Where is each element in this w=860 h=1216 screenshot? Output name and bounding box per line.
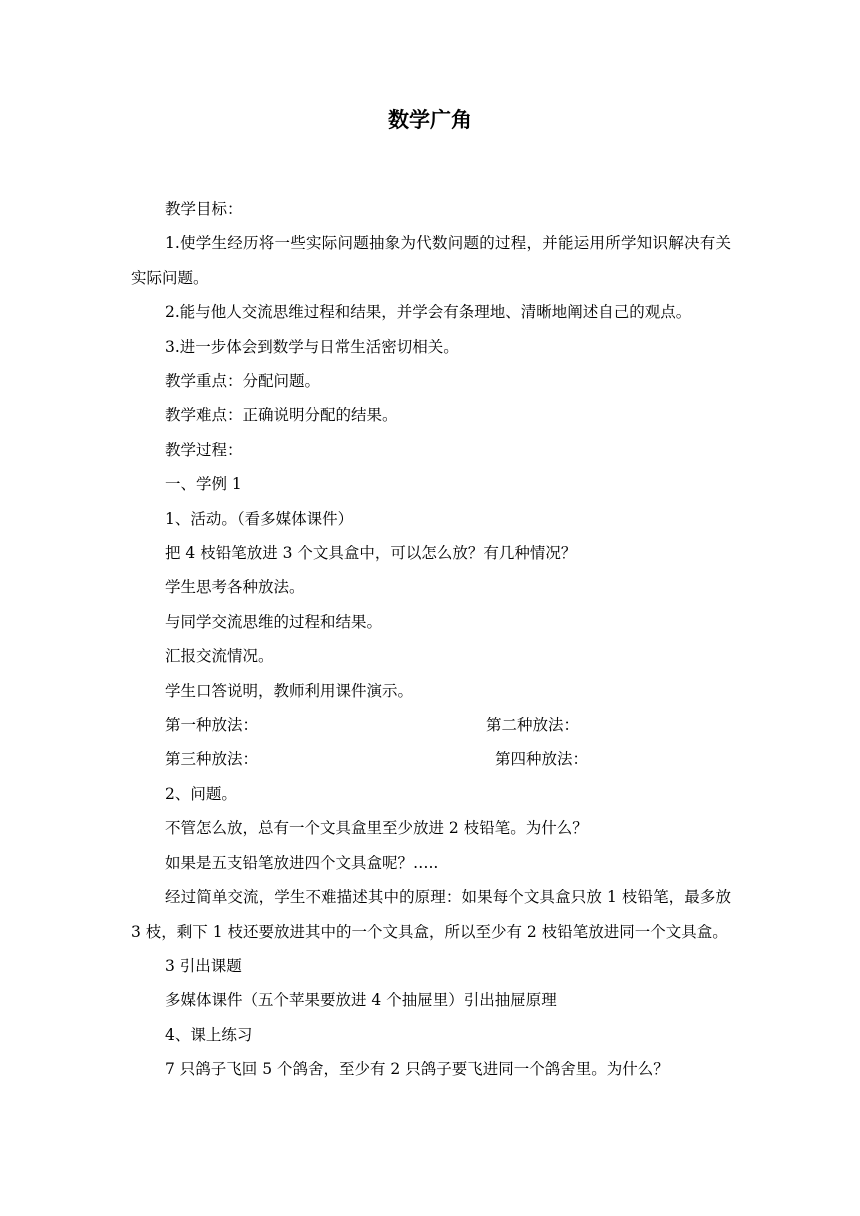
paragraph-activity: 1、活动。（看多媒体课件）: [165, 509, 354, 528]
paragraph-five-pencils: 如果是五支铅笔放进四个文具盒呢？…..: [165, 853, 439, 872]
paragraph-principle-explanation: 经过简单交流，学生不难描述其中的原理：如果每个文具盒只放 1 枝铅笔，最多放 3 枝，剩下 1 枝还要放进其中的一个文具盒，所以至少有 2 枝铅笔放进同一个文具盒。: [131, 888, 731, 941]
paragraph-pigeon-question: 7 只鸽子飞回 5 个鸽舍，至少有 2 只鸽子要飞进同一个鸽舍里。为什么？: [165, 1060, 669, 1079]
paragraph-problem-heading: 2、问题。: [165, 784, 237, 803]
paragraph-objective-3: 3.进一步体会到数学与日常生活密切相关。: [165, 337, 459, 356]
paragraph-question-pencils: 把 4 枝铅笔放进 3 个文具盒中，可以怎么放？有几种情况？: [165, 544, 577, 563]
method-second-label: 第二种放法：: [486, 716, 580, 735]
paragraph-oral-answer: 学生口答说明，教师利用课件演示。: [165, 681, 414, 700]
paragraph-objectives-heading: 教学目标：: [165, 200, 243, 218]
method-first-label: 第一种放法：: [165, 716, 259, 735]
methods-row-2: [131, 742, 731, 776]
method-third-label: 第三种放法：: [165, 750, 259, 769]
paragraph-practice-heading: 4、课上练习: [165, 1025, 253, 1044]
method-fourth-label: 第四种放法：: [495, 750, 589, 769]
paragraph-section-1: 一、学例 1: [165, 475, 242, 494]
paragraph-why-question: 不管怎么放，总有一个文具盒里至少放进 2 枝铅笔。为什么？: [165, 819, 588, 838]
paragraph-objective-1: 1.使学生经历将一些实际问题抽象为代数问题的过程，并能运用所学知识解决有关实际问题。: [131, 234, 731, 287]
document-title: 数学广角: [388, 108, 472, 132]
paragraph-key-point: 教学重点：分配问题。: [165, 372, 321, 391]
paragraph-topic-intro: 3 引出课题: [165, 956, 242, 975]
methods-row-1: [131, 708, 731, 742]
paragraph-student-think: 学生思考各种放法。: [165, 578, 305, 597]
paragraph-process-heading: 教学过程：: [165, 440, 243, 459]
paragraph-report: 汇报交流情况。: [165, 647, 274, 666]
paragraph-exchange: 与同学交流思维的过程和结果。: [165, 612, 383, 631]
document-body: [131, 192, 731, 1087]
paragraph-multimedia: 多媒体课件（五个苹果要放进 4 个抽屉里）引出抽屉原理: [165, 991, 557, 1010]
paragraph-objective-2: 2.能与他人交流思维过程和结果，并学会有条理地、清晰地阐述自己的观点。: [165, 303, 692, 322]
paragraph-difficulty: 教学难点：正确说明分配的结果。: [165, 406, 398, 425]
